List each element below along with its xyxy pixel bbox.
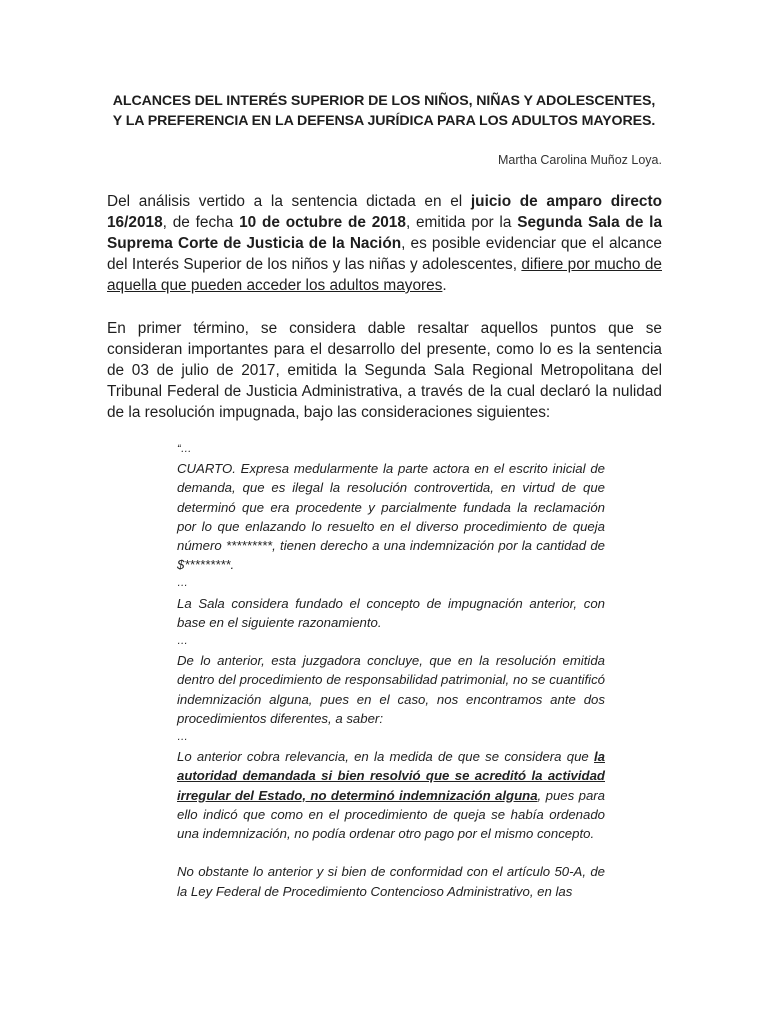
quote-relevance-text-2: , pues para ello indicó que como en el procedimiento de queja se había ordenado una indemnización, no podía ordenar otro pago por el mismo concepto. xyxy=(177,787,606,842)
block-quote xyxy=(177,440,605,901)
p1-text-3: , emitida por la xyxy=(405,214,518,231)
quote-relevance-emphasis: la autoridad demandada si bien resolvió que se acreditó la actividad irregular del Estado, no determinó indemnización alguna xyxy=(177,749,605,803)
p1-text-1: Del análisis vertido a la sentencia dictada en el xyxy=(107,193,471,210)
p1-text-5: . xyxy=(442,277,447,294)
quote-ellipsis: … xyxy=(177,577,188,590)
quote-ellipsis: … xyxy=(177,635,188,648)
title-line-2: Y LA PREFERENCIA EN LA DEFENSA JURÍDICA PARA LOS ADULTOS MAYORES. xyxy=(112,113,656,129)
quote-sala: La Sala considera fundado el concepto de impugnación anterior, con base en el siguiente razonamiento. xyxy=(177,595,605,630)
p1-bold-case: juicio de amparo directo 16/2018 xyxy=(107,193,663,231)
title-line-1: ALCANCES DEL INTERÉS SUPERIOR DE LOS NIÑOS, NIÑAS Y ADOLESCENTES, xyxy=(112,93,656,109)
quote-relevance-text-1: Lo anterior cobra relevancia, en la medida de que se considera que xyxy=(177,749,594,765)
quote-conclusion: De lo anterior, esta juzgadora concluye, que en la resolución emitida dentro del procedimiento de responsabilidad patrimonial, no se cuantificó indemnización alguna, pues en el caso, nos encontramos ante dos procedimientos diferentes, a saber: xyxy=(177,653,605,726)
p1-underlined: difiere por mucho de aquella que pueden acceder los adultos mayores xyxy=(107,256,662,294)
p1-text-2: , de fecha xyxy=(162,214,240,231)
quote-spacer xyxy=(177,843,605,862)
quote-ellipsis: … xyxy=(177,731,188,744)
paragraph-first-term: En primer término, se considera dable resaltar aquellos puntos que se consideran importantes para el desarrollo del presente, como lo es la sentencia de 03 de julio de 2017, emitida la Segunda Sala Regional Metropolitana del Tribunal Federal de Justicia Administrativa, a través de la cual declaró la nulidad de la resolución impugnada, bajo las consideraciones siguientes: xyxy=(107,320,662,421)
p1-bold-court: Segunda Sala de la Suprema Corte de Justicia de la Nación xyxy=(107,214,663,252)
quote-relevance xyxy=(177,747,605,843)
p1-bold-date: 10 de octubre de 2018 xyxy=(239,214,406,231)
author-name: Martha Carolina Muñoz Loya. xyxy=(498,153,662,167)
quote-no-obstante: No obstante lo anterior y si bien de conformidad con el artículo 50-A, de la Ley Federal de Procedimiento Contencioso Administrativo, en las xyxy=(177,864,605,899)
paragraph-intro xyxy=(107,191,662,296)
p1-text-4: , es posible evidenciar que el alcance del Interés Superior de los niños y las niñas y adolescentes, xyxy=(107,235,662,273)
quote-open: “… xyxy=(177,443,192,455)
document-title xyxy=(100,91,668,131)
quote-cuarto: CUARTO. Expresa medularmente la parte actora en el escrito inicial de demanda, que es ilegal la resolución controvertida, en virtud de que determinó que era procedente y parcialmente fundada la reclamación por lo que enlazando lo resuelto en el diverso procedimiento de queja número *********, tienen derecho a una indemnización por la cantidad de $*********. xyxy=(177,461,605,573)
